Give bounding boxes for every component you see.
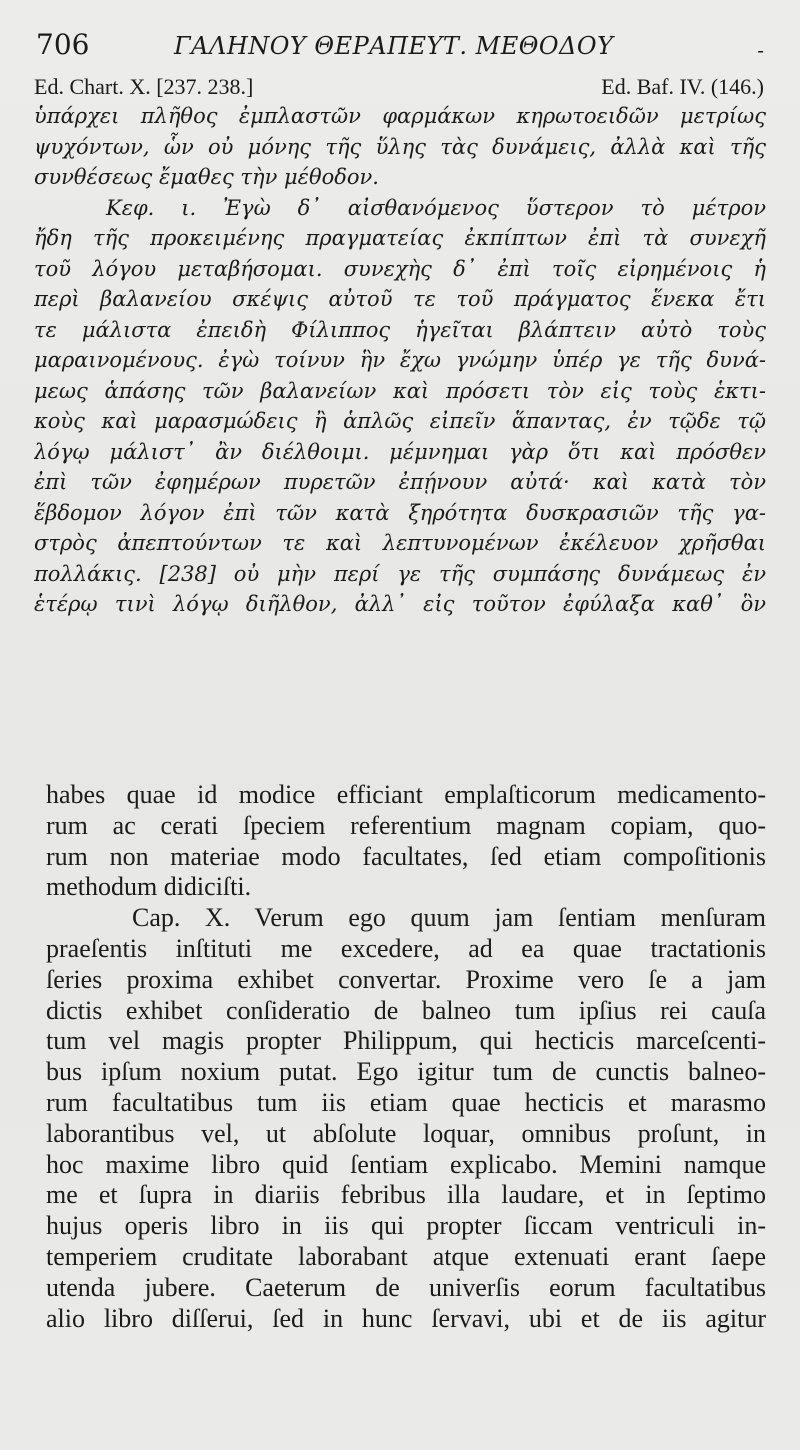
- latin-line: rum facultatibus tum iis etiam quae hecticis et marasmo: [46, 1087, 766, 1117]
- greek-line: ἕβδομον λόγον ἐπὶ τῶν κατὰ ξηρότητα δυσκρασιῶν τῆς γα-: [34, 500, 766, 525]
- latin-line: hoc maxime libro quid ſentiam explicabo. Memini namque: [46, 1149, 766, 1179]
- greek-line: τοῦ λόγου μεταβήσομαι. συνεχὴς δ᾽ ἐπὶ τοῖς εἰρημένοις ἡ: [34, 256, 766, 281]
- latin-text-block: [46, 780, 766, 1334]
- greek-line: περὶ βαλανείου σκέψις αὐτοῦ τε τοῦ πράγματος ἕνεκα ἔτι: [34, 287, 766, 311]
- running-title: ΓΑΛΗΝΟΥ ΘΕΡΑΠΕΥΤ. ΜΕΘΟΔΟΥ: [174, 32, 614, 60]
- greek-line: ψυχόντων, ὧν οὐ μόνης τῆς ὕλης τὰς δυνάμεις, ἀλλὰ καὶ τῆς: [34, 134, 766, 159]
- latin-line: tum vel magis propter Philippum, qui hecticis marceſcenti-: [46, 1026, 766, 1056]
- greek-line: ἤδη τῆς προκειμένης πραγματείας ἐκπίπτων ἐπὶ τὰ συνεχῆ: [34, 226, 766, 250]
- edition-chart-reference: Ed. Chart. X. [237. 238.]: [34, 74, 254, 99]
- latin-chapter-heading-line: Cap. X. Verum ego quum jam ſentiam menſuram: [132, 903, 766, 933]
- edition-basel-reference: Ed. Baf. IV. (146.): [601, 74, 764, 99]
- latin-line: habes quae id modice efficiant emplaſticorum medicamento-: [46, 780, 766, 809]
- greek-line: τε μάλιστα ἐπειδὴ Φίλιππος ἡγεῖται βλάπτειν αὐτὸ τοὺς: [34, 317, 766, 342]
- greek-line: συνθέσεως ἔμαθες τὴν μέθοδον.: [34, 165, 379, 189]
- greek-line: λόγῳ μάλιστ᾽ ἂν διέλθοιμι. μέμνημαι γὰρ ὅτι καὶ πρόσθεν: [34, 439, 766, 464]
- greek-line: ὑπάρχει πλῆθος ἐμπλαστῶν φαρμάκων κηρωτοειδῶν μετρίως: [34, 104, 766, 128]
- greek-line: πολλάκις. [238] οὐ μὴν περί γε τῆς συμπάσης δυνάμεως ἐν: [34, 561, 766, 586]
- latin-line: dictis exhibet conſideratio de balneo tum ipſius rei cauſa: [46, 995, 766, 1025]
- greek-chapter-heading-line: Κεφ. ι. Ἐγὼ δ᾽ αἰσθανόμενος ὕστερον τὸ μέτρον: [106, 195, 766, 220]
- latin-line: methodum didiciſti.: [46, 872, 252, 902]
- latin-line: temperiem cruditate laborabant atque extenuati erant ſaepe: [46, 1241, 766, 1271]
- edition-reference-line: [34, 74, 764, 104]
- greek-line: ἑτέρῳ τινὶ λόγῳ διῆλθον, ἀλλ᾽ εἰς τοῦτον ἐφύλαξα καθ᾽ ὃν: [34, 592, 766, 616]
- greek-line: κοὺς καὶ μαρασμώδεις ἢ ἁπλῶς εἰπεῖν ἅπαντας, ἐν τῷδε τῷ: [34, 409, 766, 433]
- latin-line: hujus operis libro in iis qui propter ſiccam ventriculi in-: [46, 1211, 766, 1241]
- latin-line: rum non materiae modo facultates, ſed etiam compoſitionis: [46, 841, 766, 871]
- latin-line: ſeries proxima exhibet convertar. Proxime vero ſe a jam: [46, 964, 766, 994]
- latin-line: alio libro diſſerui, ſed in hunc ſervavi, ubi et de iis agitur: [46, 1303, 766, 1333]
- running-head-mark: -: [757, 38, 764, 62]
- greek-line: μαραινομένους. ἐγὼ τοίνυν ἣν ἔχω γνώμην ὑπέρ γε τῆς δυνά-: [34, 348, 766, 372]
- latin-line: utenda jubere. Caeterum de univerſis eorum facultatibus: [46, 1272, 766, 1302]
- greek-line: μεως ἁπάσης τῶν βαλανείων καὶ πρόσετι τὸν εἰς τοὺς ἑκτι-: [34, 378, 766, 403]
- greek-line: στρὸς ἀπεπτούντων τε καὶ λεπτυνομένων ἐκέλευον χρῆσθαι: [34, 531, 766, 555]
- latin-line: praeſentis inſtituti me excedere, ad ea quae tractationis: [46, 933, 766, 963]
- greek-text-block: [34, 101, 766, 620]
- latin-line: rum ac cerati ſpeciem referentium magnam copiam, quo-: [46, 810, 766, 840]
- latin-line: me et ſupra in diariis febribus illa laudare, et in ſeptimo: [46, 1180, 766, 1210]
- latin-line: laborantibus vel, ut abſolute loquar, omnibus proſunt, in: [46, 1118, 766, 1148]
- page-number: 706: [36, 28, 90, 61]
- greek-line: ἐπὶ τῶν ἐφημέρων πυρετῶν ἐπῄνουν αὐτά· καὶ κατὰ τὸν: [34, 470, 766, 494]
- running-head: [36, 28, 764, 68]
- latin-line: bus ipſum noxium putat. Ego igitur tum de cunctis balneo-: [46, 1057, 766, 1087]
